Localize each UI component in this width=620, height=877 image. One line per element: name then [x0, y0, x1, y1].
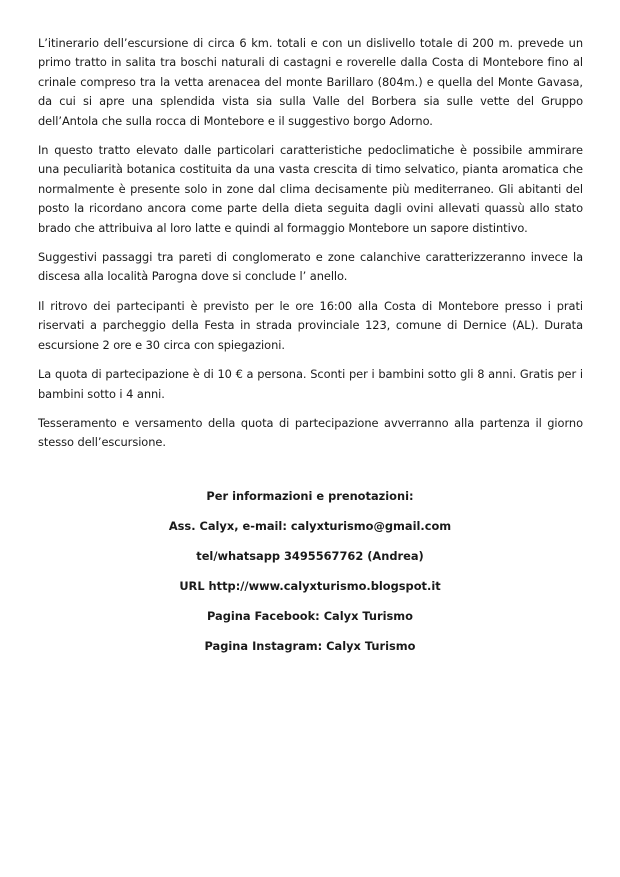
paragraph-meeting: Il ritrovo dei partecipanti è previsto per le ore 16:00 alla Costa di Montebore presso i prati riservati a parcheggio della Festa in strada provinciale 123, comune di Dernice (AL). Durata escursione 2 ore e 30 circa con spiegazioni.: [38, 298, 583, 352]
paragraph-membership: Tesseramento e versamento della quota di partecipazione avverranno alla partenza il giorno stesso dell’escursione.: [38, 415, 583, 450]
paragraph-descent: Suggestivi passaggi tra pareti di conglomerato e zone calanchive caratterizzeranno invece la discesa alla località Parogna dove si conclude l’ anello.: [38, 250, 583, 284]
document-body: [38, 34, 583, 463]
paragraph-botany: In questo tratto elevato dalle particolari caratteristiche pedoclimatiche è possibile ammirare una peculiarità botanica costituita da una vasta crescita di timo selvatico, pianta aromatica che normalmente è presente solo in zone dal clima decisamente più mediterraneo. Gli abitanti del posto la ricordano ancora come parte della dieta seguita dagli ovini allevati quassù allo stato brado che attribuiva al loro latte e quindi al formaggio Montebore un sapore distintivo.: [38, 143, 583, 235]
contact-url: URL http://www.calyxturismo.blogspot.it: [179, 579, 441, 593]
contact-heading: Per informazioni e prenotazioni:: [206, 489, 414, 503]
contact-email: Ass. Calyx, e-mail: calyxturismo@gmail.com: [168, 519, 452, 533]
contact-info: [0, 488, 620, 668]
contact-instagram: Pagina Instagram: Calyx Turismo: [204, 639, 416, 653]
paragraph-itinerary: L’itinerario dell’escursione di circa 6 km. totali e con un dislivello totale di 200 m. prevede un primo tratto in salita tra boschi naturali di castagni e roverelle dalla Costa di Montebore fino al crinale compreso tra la vetta arenacea del monte Barillaro (804m.) e quella del Monte Gavasa, da cui si apre una splendida vista sia sulla Valle del Borbera sia sulle vette del Gruppo dell’Antola che sulla rocca di Montebore e il suggestivo borgo Adorno.: [38, 36, 583, 128]
paragraph-fee: La quota di partecipazione è di 10 € a persona. Sconti per i bambini sotto gli 8 anni. Gratis per i bambini sotto i 4 anni.: [38, 367, 583, 401]
contact-facebook: Pagina Facebook: Calyx Turismo: [206, 609, 414, 623]
contact-phone: tel/whatsapp 3495567762 (Andrea): [196, 549, 424, 563]
